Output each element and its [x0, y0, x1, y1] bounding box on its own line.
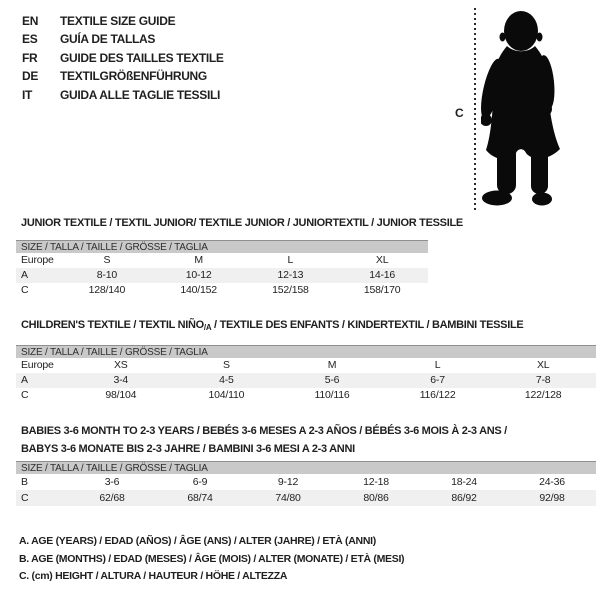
- table-cell: 8-10: [96, 269, 117, 281]
- table-cell: 24-36: [539, 476, 565, 488]
- table-cell: 3-6: [104, 476, 120, 488]
- table-row: [16, 474, 596, 490]
- lang-row-de: [22, 67, 224, 85]
- lang-row-es: [22, 30, 224, 48]
- lang-row-en: [22, 12, 224, 30]
- table-cell: 10-12: [185, 269, 212, 281]
- table-cell: 140/152: [180, 284, 217, 296]
- table-cell: 116/122: [419, 389, 456, 401]
- table-cell: 86/92: [451, 492, 477, 504]
- table-cell: S: [103, 254, 111, 266]
- table-cell: XL: [375, 254, 389, 266]
- table-cell: 62/68: [99, 492, 125, 504]
- table-cell: 6-9: [192, 476, 208, 488]
- size-header-bar: SIZE / TALLA / TAILLE / GRÖSSE / TAGLIA: [16, 461, 596, 474]
- children-size-table: [16, 345, 596, 403]
- table-cell: 92/98: [539, 492, 565, 504]
- lang-title: GUÍA DE TALLAS: [60, 32, 156, 47]
- lang-code: EN: [22, 14, 39, 28]
- children-section-title: [21, 319, 523, 332]
- table-cell: 4-5: [219, 374, 234, 386]
- table-cell: XL: [536, 359, 550, 371]
- table-cell: 110/116: [314, 389, 350, 401]
- lang-row-fr: [22, 49, 224, 67]
- children-title-pre: CHILDREN'S TEXTILE / TEXTIL NIÑO: [21, 319, 204, 331]
- lang-title: TEXTILGRÖßENFÜHRUNG: [60, 69, 207, 84]
- table-cell: 12-18: [363, 476, 389, 488]
- legend-line-c: C. (cm) HEIGHT / ALTURA / HAUTEUR / HÖHE / ALTEZZA: [19, 570, 288, 582]
- table-cell: M: [194, 254, 203, 266]
- row-label: C: [21, 492, 29, 504]
- table-cell: 68/74: [187, 492, 213, 504]
- height-measure-dotted-line: [474, 8, 476, 210]
- table-row: [16, 388, 596, 403]
- table-cell: XS: [113, 359, 128, 371]
- table-cell: 12-13: [277, 269, 304, 281]
- table-cell: 98/104: [105, 389, 137, 401]
- table-cell: L: [287, 254, 294, 266]
- row-label: Europe: [21, 254, 54, 266]
- table-row: [16, 268, 428, 283]
- lang-row-it: [22, 86, 224, 104]
- table-cell: 18-24: [451, 476, 477, 488]
- row-label: Europe: [21, 359, 54, 371]
- table-cell: 5-6: [324, 374, 340, 386]
- babies-title-line1: BABIES 3-6 MONTH TO 2-3 YEARS / BEBÉS 3-6 MESES A 2-3 AÑOS / BÉBÉS 3-6 MOIS À 2-3 ANS /: [21, 425, 507, 437]
- lang-title: GUIDE DES TAILLES TEXTILE: [60, 50, 224, 65]
- table-cell: L: [434, 359, 441, 371]
- lang-code: DE: [22, 69, 39, 84]
- legend-line-b: B. AGE (MONTHS) / EDAD (MESES) / ÂGE (MOIS) / ALTER (MONATE) / ETÀ (MESI): [19, 552, 405, 565]
- row-label: B: [21, 476, 28, 488]
- lang-title: TEXTILE SIZE GUIDE: [60, 14, 176, 28]
- table-cell: 80/86: [363, 492, 389, 504]
- lang-title: GUIDA ALLE TAGLIE TESSILI: [60, 87, 221, 102]
- table-cell: 152/158: [272, 284, 309, 296]
- lang-code: FR: [22, 50, 38, 65]
- baby-silhouette-icon: [481, 10, 569, 208]
- table-cell: 158/170: [363, 284, 401, 296]
- table-row: [16, 283, 428, 298]
- language-title-list: [22, 12, 224, 104]
- table-cell: 9-12: [277, 476, 299, 488]
- table-row: [16, 490, 596, 506]
- table-cell: S: [222, 359, 230, 371]
- row-label: C: [21, 389, 29, 401]
- legend-line-a: A. AGE (YEARS) / EDAD (AÑOS) / ÂGE (ANS) / ALTER (JAHRE) / ETÀ (ANNI): [19, 535, 376, 547]
- junior-size-table: [16, 240, 428, 298]
- lang-code: ES: [22, 32, 38, 47]
- height-label-c: C: [455, 106, 464, 120]
- children-title-subscript: /A: [203, 323, 212, 332]
- size-header-bar: SIZE / TALLA / TAILLE / GRÖSSE / TAGLIA: [16, 240, 428, 253]
- table-cell: 14-16: [369, 269, 396, 281]
- lang-code: IT: [22, 87, 33, 102]
- measurement-legend: [19, 533, 404, 586]
- table-cell: 74/80: [275, 492, 301, 504]
- table-row: [16, 373, 596, 388]
- junior-section-title: JUNIOR TEXTILE / TEXTIL JUNIOR/ TEXTILE JUNIOR / JUNIORTEXTIL / JUNIOR TESSILE: [21, 217, 463, 229]
- table-row: [16, 358, 596, 373]
- babies-section-title: [21, 422, 507, 458]
- row-label: A: [21, 269, 28, 281]
- table-cell: 122/128: [524, 389, 562, 401]
- table-cell: 104/110: [208, 389, 245, 401]
- size-header-bar: SIZE / TALLA / TAILLE / GRÖSSE / TAGLIA: [16, 345, 596, 358]
- babies-title-line2: BABYS 3-6 MONATE BIS 2-3 JAHRE / BAMBINI 3-6 MESI A 2-3 ANNI: [21, 443, 355, 455]
- table-cell: 128/140: [88, 284, 126, 296]
- row-label: C: [21, 284, 29, 296]
- row-label: A: [21, 374, 28, 386]
- table-cell: 3-4: [113, 374, 129, 386]
- table-row: [16, 253, 428, 268]
- table-cell: 6-7: [430, 374, 445, 386]
- table-cell: 7-8: [535, 374, 551, 386]
- children-title-post: / TEXTILE DES ENFANTS / KINDERTEXTIL / BAMBINI TESSILE: [211, 319, 524, 331]
- babies-size-table: [16, 461, 596, 506]
- table-cell: M: [327, 359, 337, 371]
